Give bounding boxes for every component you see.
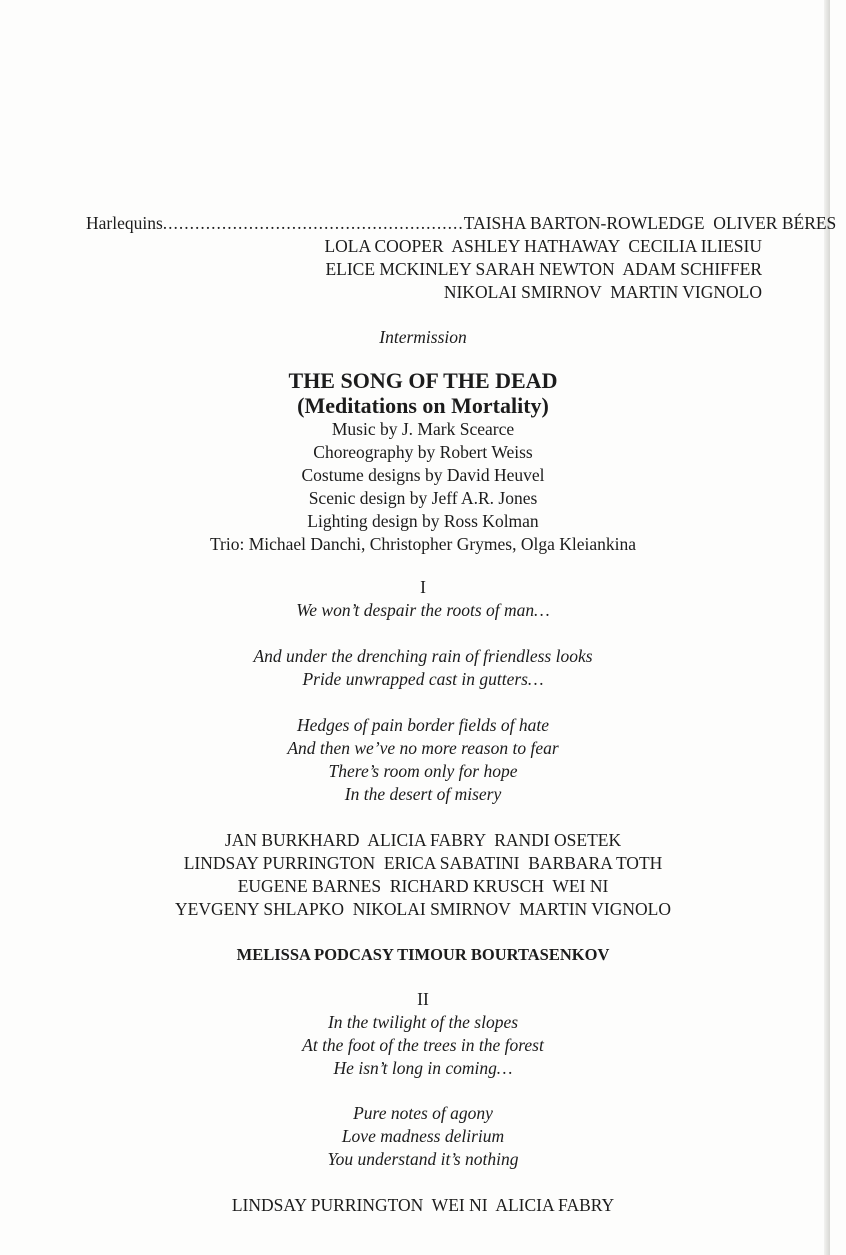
intermission-label: Intermission	[379, 327, 467, 347]
dot-leader: ........................................................	[162, 213, 464, 233]
harlequins-credit	[86, 212, 837, 304]
verse-line: Pride unwrapped cast in gutters…	[302, 669, 544, 689]
verse-line: You understand it’s nothing	[327, 1149, 519, 1169]
credit-line: Lighting design by Ross Kolman	[307, 511, 539, 531]
cast-line: ELICE MCKINLEY SARAH NEWTON ADAM SCHIFFER	[325, 259, 762, 279]
verse-line: And under the drenching rain of friendless looks	[253, 646, 593, 666]
cast-line: JAN BURKHARD ALICIA FABRY RANDI OSETEK	[224, 830, 622, 850]
cast-line: LINDSAY PURRINGTON WEI NI ALICIA FABRY	[231, 1195, 615, 1215]
section-numeral: I	[420, 577, 426, 597]
harlequins-first-line	[86, 212, 837, 235]
verse-line: In the twilight of the slopes	[327, 1012, 519, 1032]
piece-header	[0, 368, 846, 556]
verse-line: And then we’ve no more reason to fear	[287, 738, 559, 758]
verse-line: At the foot of the trees in the forest	[302, 1035, 544, 1055]
section-numeral: II	[417, 989, 429, 1009]
verse-line: In the desert of misery	[344, 784, 502, 804]
credit-line: Scenic design by Jeff A.R. Jones	[308, 488, 538, 508]
verse-line: Love madness delirium	[341, 1126, 505, 1146]
cast-line: NIKOLAI SMIRNOV MARTIN VIGNOLO	[443, 282, 762, 302]
credit-line: Trio: Michael Danchi, Christopher Grymes, Olga Kleiankina	[209, 534, 637, 554]
verse-stanza	[0, 714, 846, 806]
cast-list	[0, 829, 846, 921]
cast-line: EUGENE BARNES RICHARD KRUSCH WEI NI	[237, 876, 609, 896]
cast-line: LOLA COOPER ASHLEY HATHAWAY CECILIA ILIESIU	[324, 236, 762, 256]
verse-stanza	[0, 1011, 846, 1080]
role-name: Harlequins	[86, 213, 163, 233]
piece-subtitle: (Meditations on Mortality)	[297, 393, 549, 418]
verse-stanza	[0, 1102, 846, 1171]
credit-line: Music by J. Mark Scearce	[331, 419, 515, 439]
cast-line: TAISHA BARTON-ROWLEDGE OLIVER BÉRES	[463, 213, 837, 233]
verse-line: Hedges of pain border fields of hate	[296, 715, 550, 735]
cast-line: YEVGENY SHLAPKO NIKOLAI SMIRNOV MARTIN VIGNOLO	[175, 899, 671, 919]
credit-line: Choreography by Robert Weiss	[313, 442, 533, 462]
principal-dancers: MELISSA PODCASY TIMOUR BOURTASENKOV	[236, 945, 610, 964]
piece-title: THE SONG OF THE DEAD	[288, 368, 558, 393]
verse-line: He isn’t long in coming…	[333, 1058, 513, 1078]
cast-line: LINDSAY PURRINGTON ERICA SABATINI BARBARA TOTH	[183, 853, 663, 873]
verse-stanza	[0, 645, 846, 691]
verse-line: Pure notes of agony	[353, 1103, 493, 1123]
verse-line: There’s room only for hope	[328, 761, 518, 781]
verse-line: We won’t despair the roots of man…	[296, 600, 550, 620]
verse-stanza	[0, 599, 846, 622]
credit-line: Costume designs by David Heuvel	[301, 465, 545, 485]
